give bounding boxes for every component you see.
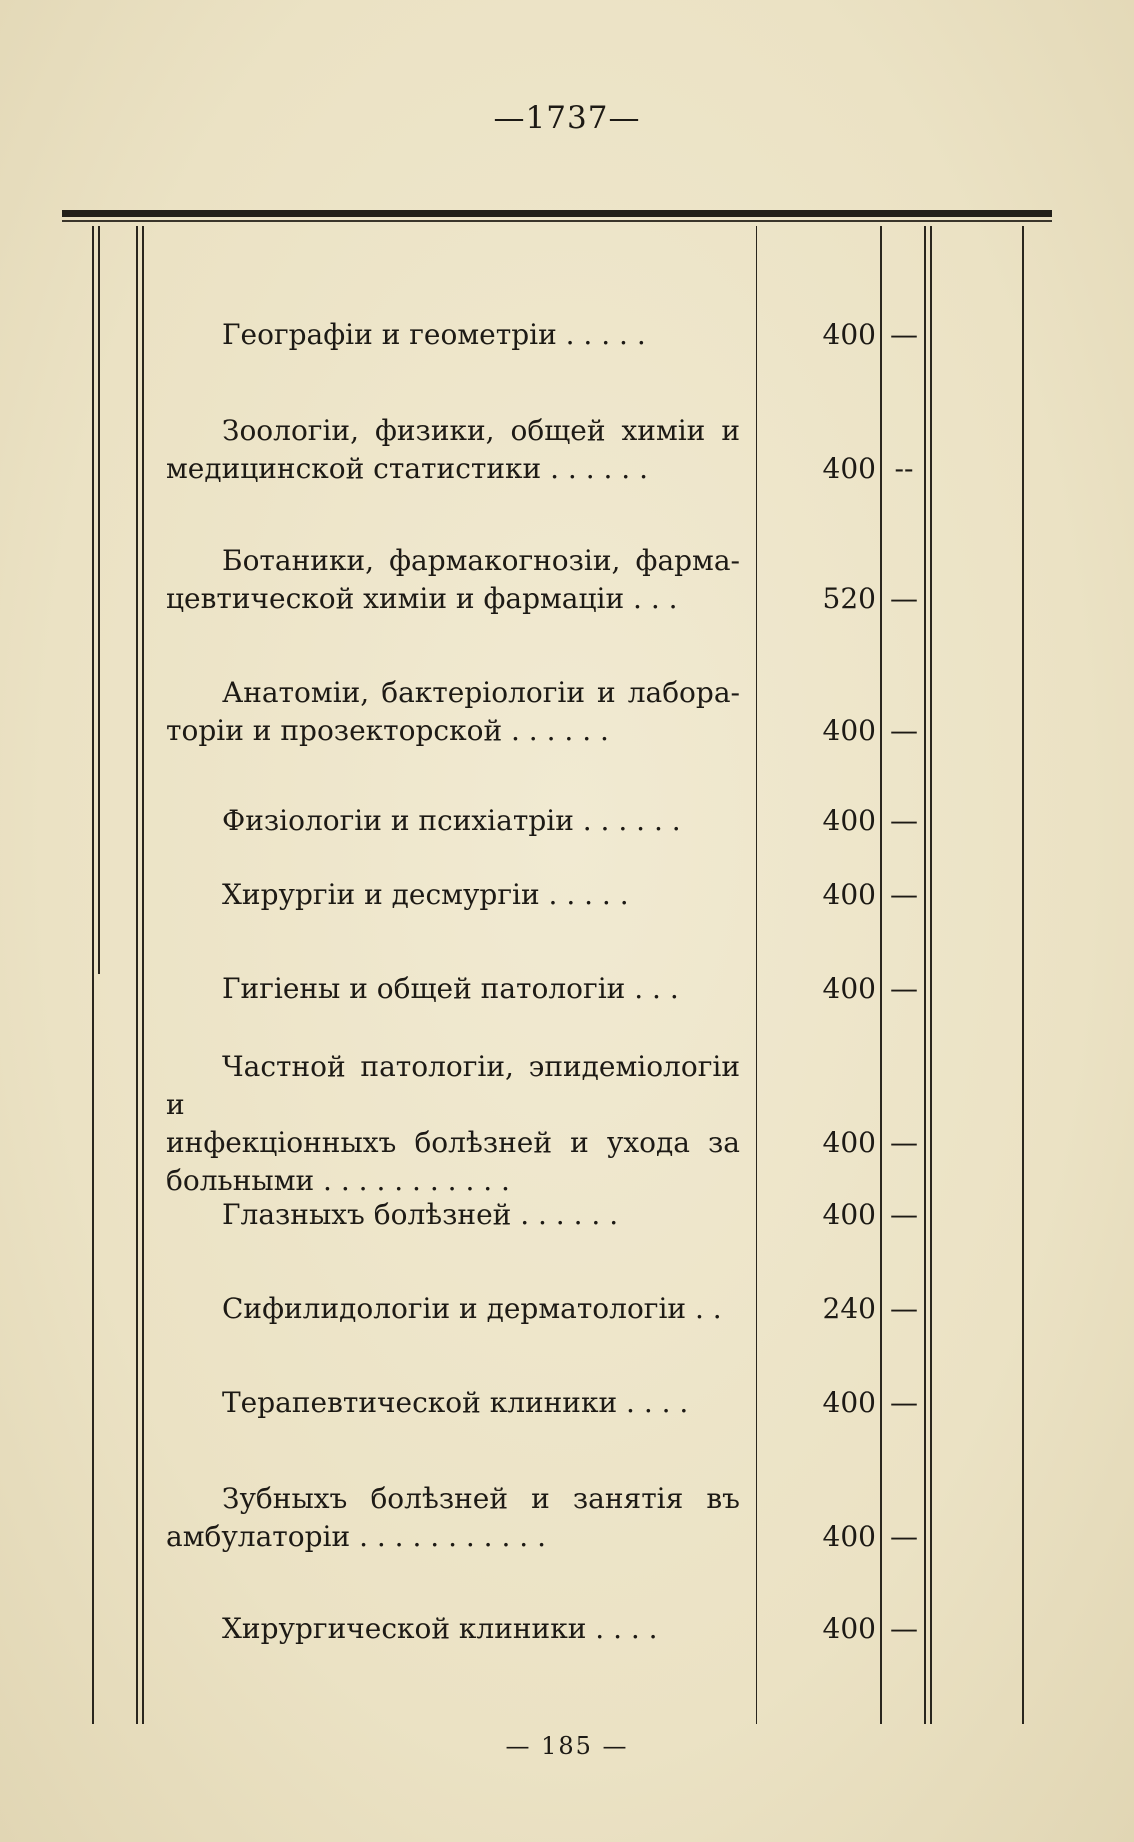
row-amount: 400 xyxy=(822,1198,876,1231)
row-cents: — xyxy=(890,878,918,911)
sheet-number-footer: — 185 — xyxy=(505,1732,629,1760)
row-description xyxy=(166,970,740,1008)
row-description xyxy=(166,674,740,750)
column-rule-amount-left xyxy=(756,226,757,1724)
row-cents: — xyxy=(890,318,918,351)
column-rule-cents-right xyxy=(930,226,932,1724)
description-line: цевтической химіи и фармаціи . . . xyxy=(166,582,678,615)
row-cents: — xyxy=(890,1198,918,1231)
description-line: Физіологіи и психіатріи . . . . . . xyxy=(222,804,681,837)
row-amount: 520 xyxy=(822,582,876,615)
row-cents: — xyxy=(890,1126,918,1159)
row-cents: — xyxy=(890,1612,918,1645)
row-description xyxy=(166,316,740,354)
row-amount: 400 xyxy=(822,1126,876,1159)
column-rule-right-outer xyxy=(1022,226,1024,1724)
description-line: Хирургической клиники . . . . xyxy=(222,1612,658,1645)
row-amount: 400 xyxy=(822,318,876,351)
description-line: Хирургіи и десмургіи . . . . . xyxy=(222,878,629,911)
page-number-header: —1737— xyxy=(493,100,641,136)
description-line: медицинской статистики . . . . . . xyxy=(166,452,649,485)
description-line: Зубныхъ болѣзней и занятія въ xyxy=(222,1482,740,1515)
column-rule-text-outer xyxy=(136,226,138,1724)
row-amount: 400 xyxy=(822,1386,876,1419)
row-cents: -- xyxy=(894,452,914,485)
row-cents: — xyxy=(890,1292,918,1325)
row-cents: — xyxy=(890,714,918,747)
description-line: больными . . . . . . . . . . . xyxy=(166,1164,510,1197)
description-line: Терапевтической клиники . . . . xyxy=(222,1386,689,1419)
row-cents: — xyxy=(890,582,918,615)
row-amount: 400 xyxy=(822,972,876,1005)
column-rule-amount-right xyxy=(880,226,882,1724)
row-description xyxy=(166,1610,740,1648)
row-description xyxy=(166,1048,740,1200)
description-line: торіи и прозекторской . . . . . . xyxy=(166,714,609,747)
row-description xyxy=(166,1384,740,1422)
column-rule-text-inner xyxy=(142,226,144,1724)
row-cents: — xyxy=(890,804,918,837)
header-rule-thick xyxy=(62,210,1052,217)
row-description xyxy=(166,1290,740,1328)
row-description xyxy=(166,876,740,914)
row-cents: — xyxy=(890,1386,918,1419)
row-description xyxy=(166,802,740,840)
row-amount: 240 xyxy=(822,1292,876,1325)
column-rule-left-outer xyxy=(92,226,94,1724)
description-line: Гигіены и общей патологіи . . . xyxy=(222,972,679,1005)
row-cents: — xyxy=(890,1520,918,1553)
description-line: инфекціонныхъ болѣзней и ухода за xyxy=(166,1126,740,1159)
row-amount: 400 xyxy=(822,452,876,485)
row-amount: 400 xyxy=(822,878,876,911)
column-rule-left-inner xyxy=(98,226,100,974)
header-rule-thin xyxy=(62,220,1052,222)
description-line: Анатоміи, бактеріологіи и лабора- xyxy=(222,676,740,709)
description-line: Частной патологіи, эпидеміологіи и xyxy=(166,1050,740,1121)
description-line: Географіи и геометріи . . . . . xyxy=(222,318,646,351)
row-description xyxy=(166,1196,740,1234)
description-line: Глазныхъ болѣзней . . . . . . xyxy=(222,1198,619,1231)
row-amount: 400 xyxy=(822,804,876,837)
description-line: Зоологіи, физики, общей химіи и xyxy=(222,414,740,447)
description-line: амбулаторіи . . . . . . . . . . . xyxy=(166,1520,546,1553)
description-line: Сифилидологіи и дерматологіи . . xyxy=(222,1292,722,1325)
row-amount: 400 xyxy=(822,1520,876,1553)
column-rule-cents-left xyxy=(924,226,926,1724)
row-description xyxy=(166,412,740,488)
description-line: Ботаники, фармакогнозіи, фарма- xyxy=(222,544,740,577)
row-description xyxy=(166,542,740,618)
row-amount: 400 xyxy=(822,1612,876,1645)
row-cents: — xyxy=(890,972,918,1005)
row-amount: 400 xyxy=(822,714,876,747)
row-description xyxy=(166,1480,740,1556)
